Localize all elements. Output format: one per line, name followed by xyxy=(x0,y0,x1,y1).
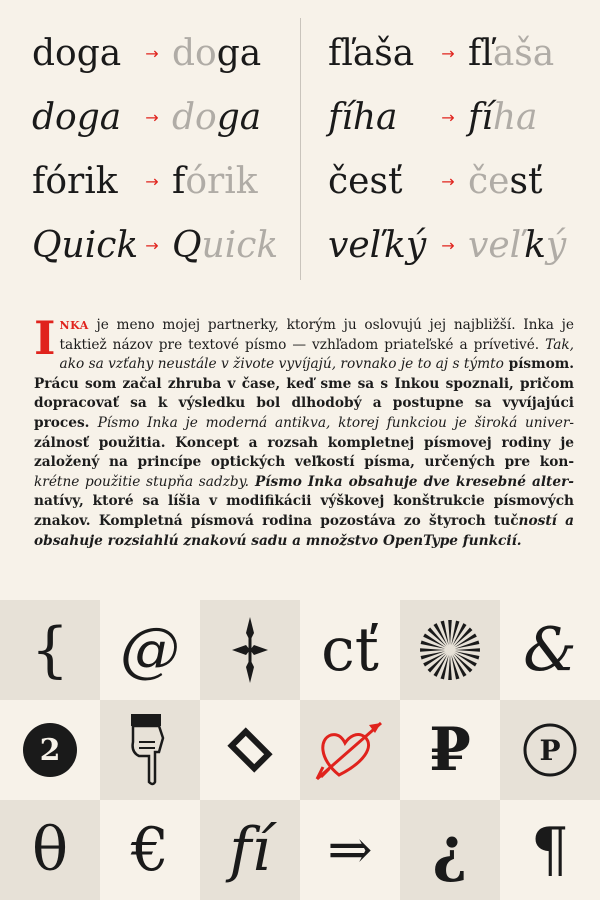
paragraph-italic: Písmo Inka je moderná antikva, ktorej funkciou je široká univer xyxy=(97,414,574,431)
ligature-row xyxy=(32,86,278,150)
ct-ligature-glyph: cť xyxy=(321,615,379,685)
paragraph-bold: písmom. Prácu som začal zhruba v čase, keď sme sa s Inkou spoznali, pričom dopracovať sa k výsledku bol dlhodobý a postupne sa vyvíjajúci proces. xyxy=(34,356,574,431)
ligature-before: česť xyxy=(328,161,403,202)
fi-ligature-glyph: fí xyxy=(229,815,271,885)
sunburst-ray xyxy=(420,648,445,652)
glyph-cell xyxy=(500,700,600,800)
inverted-question-glyph: ¿ xyxy=(432,815,468,885)
paragraph-bold-italic: Písmo Inka obsahuje dve kresebné alter xyxy=(248,473,574,490)
sunburst-ray xyxy=(448,655,452,680)
ligature-after: veľký xyxy=(468,225,567,266)
red-arrow-icon: → xyxy=(441,172,455,191)
theta-glyph: θ xyxy=(31,815,69,885)
glyph-cell xyxy=(100,700,200,800)
glyph-cell xyxy=(400,600,500,700)
glyph-cell xyxy=(300,800,400,900)
red-arrow-icon: → xyxy=(441,236,455,255)
ligature-after: fíha xyxy=(468,97,538,138)
ligature-row xyxy=(328,86,566,150)
brace-glyph: { xyxy=(30,615,70,685)
column-divider xyxy=(300,18,301,280)
ligature-row xyxy=(32,150,278,214)
glyph-cell xyxy=(200,800,300,900)
pointing-hand-icon xyxy=(125,712,175,788)
paragraph-bold: zálnosť použitia. Koncept a rozsah kompletnej písmovej rodiny je založený na princípe optických veľkostí písma, určených pre kon xyxy=(34,434,574,471)
glyph-cell xyxy=(100,800,200,900)
glyph-cell xyxy=(200,700,300,800)
paragraph-bold: natívy, ktoré sa líšia v modifikácii výškovej konštrukcie písmových znakov. Kompletná písmová rodina pozostáva zo štyroch tuč xyxy=(34,493,574,529)
ligature-row xyxy=(328,22,566,86)
glyph-cell xyxy=(0,600,100,700)
ligature-before: fíha xyxy=(328,97,398,138)
red-arrow-icon: → xyxy=(145,236,159,255)
ligature-column-right xyxy=(328,22,566,278)
red-arrow-icon: → xyxy=(441,108,455,127)
glyph-cell xyxy=(300,600,400,700)
circled-two-icon xyxy=(21,721,79,779)
ornament-cross-icon xyxy=(230,615,270,685)
small-caps-lead: NKA xyxy=(59,319,89,332)
paragraph-italic: krétne použitie stupňa sadzby. xyxy=(34,473,249,490)
double-arrow-glyph: ⇒ xyxy=(327,818,373,881)
ligature-before: Quick xyxy=(32,225,139,266)
glyph-cell xyxy=(0,800,100,900)
drop-cap: I xyxy=(34,311,56,365)
ligature-after: Quick xyxy=(172,225,279,266)
sunburst-icon xyxy=(418,618,482,682)
ligature-before: doga xyxy=(32,97,122,138)
ampersand-glyph: & xyxy=(523,615,577,685)
red-arrow-icon: → xyxy=(441,44,455,63)
glyph-cell xyxy=(200,600,300,700)
glyph-cell xyxy=(100,600,200,700)
ligature-before: fórik xyxy=(32,161,118,202)
glyph-cell xyxy=(0,700,100,800)
red-arrow-icon: → xyxy=(145,172,159,191)
circled-p-letter: P xyxy=(539,734,561,767)
at-glyph: @ xyxy=(120,615,180,685)
euro-glyph: € xyxy=(130,815,170,885)
red-arrow-icon: → xyxy=(145,108,159,127)
ligature-after: česť xyxy=(468,161,543,202)
ligature-row xyxy=(328,214,566,278)
ligature-after: doga xyxy=(172,97,262,138)
sunburst-ray xyxy=(448,620,452,645)
red-arrow-icon: → xyxy=(145,44,159,63)
circled-two-digit: 2 xyxy=(39,733,61,768)
ligature-column-left xyxy=(32,22,278,278)
slanted-bar-icon xyxy=(219,719,281,781)
glyph-grid xyxy=(0,600,600,900)
glyph-cell xyxy=(300,700,400,800)
ligature-after: fľaša xyxy=(468,33,555,74)
glyph-cell xyxy=(400,700,500,800)
ligature-before: veľký xyxy=(328,225,427,266)
glyph-cell xyxy=(400,800,500,900)
ligature-row xyxy=(328,150,566,214)
heart-arrow-icon xyxy=(313,717,387,783)
paragraph-italic: Tak, ako sa vzťahy neustále v živote vyvíjajú, rovnako je to aj s týmto xyxy=(59,336,574,373)
paragraph-bold-italic: ností a obsahuje rozsiahlú znakovú sadu a množstvo OpenType funkcií. xyxy=(34,512,574,549)
ligature-row xyxy=(32,214,278,278)
ruble-glyph: ₽ xyxy=(429,715,471,785)
circled-p-icon xyxy=(522,722,578,778)
sunburst-ray xyxy=(455,648,480,652)
pilcrow-glyph: ¶ xyxy=(530,815,570,885)
glyph-cell xyxy=(500,800,600,900)
ligature-before: fľaša xyxy=(328,33,415,74)
specimen-paragraph xyxy=(34,311,574,551)
ligature-after: doga xyxy=(172,33,262,74)
ligature-row xyxy=(32,22,278,86)
glyph-cell xyxy=(500,600,600,700)
ligature-after: fórik xyxy=(172,161,258,202)
paragraph-text: je meno mojej partnerky, ktorým ju oslovujú jej najbližší. Inka je taktiež názov pre textové písmo — vzhľadom priateľské a prívetivé. xyxy=(59,317,574,353)
ligature-comparison-section xyxy=(0,0,600,300)
ligature-before: doga xyxy=(32,33,122,74)
